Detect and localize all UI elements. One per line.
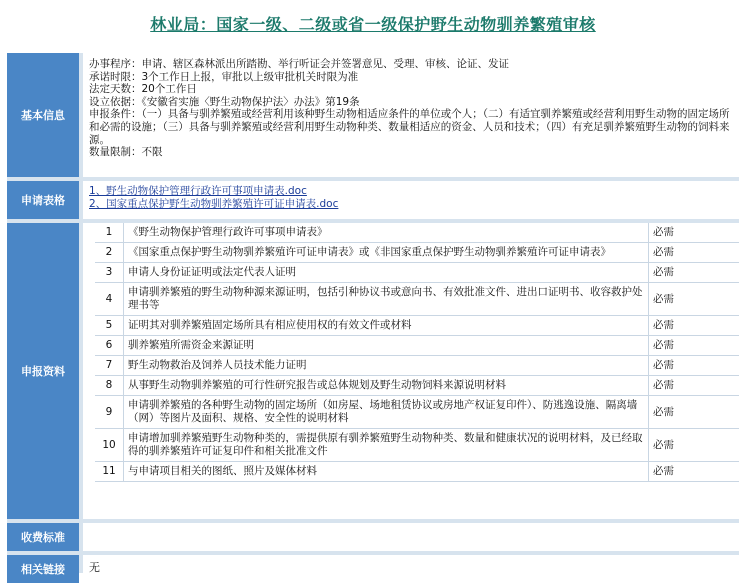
row-description: 申请增加驯养繁殖野生动物种类的，需提供原有驯养繁殖野生动物种类、数量和健康状况的说明材料，及已经取得的驯养繁殖许可证复印件和相关批准文件 [124, 429, 649, 462]
row-description: 从事野生动物驯养繁殖的可行性研究报告或总体规划及野生动物饲料来源说明材料 [124, 376, 649, 396]
table-row [95, 283, 739, 316]
info-legal-days: 法定天数：20个工作日 [89, 83, 197, 96]
row-number: 7 [95, 356, 124, 376]
row-required-flag: 必需 [649, 376, 740, 396]
title-area [0, 0, 746, 42]
table-row [95, 396, 739, 429]
table-row [95, 376, 739, 396]
row-description: 证明其对驯养繁殖固定场所具有相应使用权的有效文件或材料 [124, 316, 649, 336]
row-required-flag: 必需 [649, 429, 740, 462]
row-description: 申请人身份证证明或法定代表人证明 [124, 263, 649, 283]
row-description: 驯养繁殖所需资金来源证明 [124, 336, 649, 356]
table-row [95, 263, 739, 283]
row-required-flag: 必需 [649, 462, 740, 482]
row-required-flag: 必需 [649, 283, 740, 316]
table-row [95, 223, 739, 243]
page-title: 林业局：国家一级、二级或省一级保护野生动物驯养繁殖审核 [150, 15, 596, 34]
row-number: 11 [95, 462, 124, 482]
materials-content [83, 223, 739, 519]
row-required-flag: 必需 [649, 223, 740, 243]
label-related-links: 相关链接 [7, 555, 79, 583]
row-number: 10 [95, 429, 124, 462]
label-basic-info: 基本信息 [7, 53, 79, 177]
row-description: 《国家重点保护野生动物驯养繁殖许可证申请表》或《非国家重点保护野生动物驯养繁殖许可证申请表》 [124, 243, 649, 263]
info-quantity-limit: 数量限制：不限 [89, 146, 163, 159]
row-description: 申请驯养繁殖的各种野生动物的固定场所（如房屋、场地租赁协议或房地产权证复印件）、防逃逸设施、隔离墙（网）等图片及面积、规格、安全性的说明材料 [124, 396, 649, 429]
fees-content [83, 523, 739, 551]
table-row [95, 336, 739, 356]
row-required-flag: 必需 [649, 263, 740, 283]
form-link-1[interactable]: 1、野生动物保护管理行政许可事项申请表.doc [89, 185, 307, 197]
label-fees: 收费标准 [7, 523, 79, 551]
row-required-flag: 必需 [649, 396, 740, 429]
related-links-content: 无 [83, 555, 739, 583]
row-required-flag: 必需 [649, 243, 740, 263]
info-promise-time: 承诺时限：3个工作日上报，审批以上级审批机关时限为准 [89, 70, 359, 83]
form-link-2[interactable]: 2、国家重点保护野生动物驯养繁殖许可证申请表.doc [89, 198, 339, 210]
row-description: 申请驯养繁殖的野生动物种源来源证明，包括引种协议书或意向书、有效批准文件、进出口证明书、收容救护处理书等 [124, 283, 649, 316]
row-number: 2 [95, 243, 124, 263]
row-number: 8 [95, 376, 124, 396]
basic-info-content [83, 53, 739, 177]
row-number: 6 [95, 336, 124, 356]
info-procedure: 办事程序：申请、辖区森林派出所踏勘、举行听证会并签署意见、受理、审核、论证、发证 [89, 58, 509, 70]
row-number: 3 [95, 263, 124, 283]
row-description: 《野生动物保护管理行政许可事项申请表》 [124, 223, 649, 243]
info-table [7, 53, 739, 576]
row-number: 1 [95, 223, 124, 243]
info-basis: 设立依据：《安徽省实施〈野生动物保护法〉办法》第19条 [89, 95, 360, 108]
row-required-flag: 必需 [649, 356, 740, 376]
row-number: 9 [95, 396, 124, 429]
table-row [95, 462, 739, 482]
row-required-flag: 必需 [649, 316, 740, 336]
row-number: 5 [95, 316, 124, 336]
forms-content [83, 181, 739, 219]
table-row [95, 316, 739, 336]
table-row [95, 429, 739, 462]
table-row [95, 356, 739, 376]
table-row [95, 243, 739, 263]
label-materials: 申报资料 [7, 223, 79, 519]
info-conditions: 申报条件：（一）具备与驯养繁殖或经营利用该种野生动物相适应条件的单位或个人；（二）有适宜驯养繁殖或经营利用野生动物的固定场所和必需的设施；（三）具备与驯养繁殖或经营利用野生动物种类、数量相适应的资金、人员和技术；（四）有充足驯养繁殖野生动物的饲料来源。 [89, 108, 730, 146]
row-number: 4 [95, 283, 124, 316]
row-description: 与申请项目相关的图纸、照片及媒体材料 [124, 462, 649, 482]
row-description: 野生动物救治及饲养人员技术能力证明 [124, 356, 649, 376]
materials-table [95, 223, 739, 482]
label-forms: 申请表格 [7, 181, 79, 219]
row-required-flag: 必需 [649, 336, 740, 356]
